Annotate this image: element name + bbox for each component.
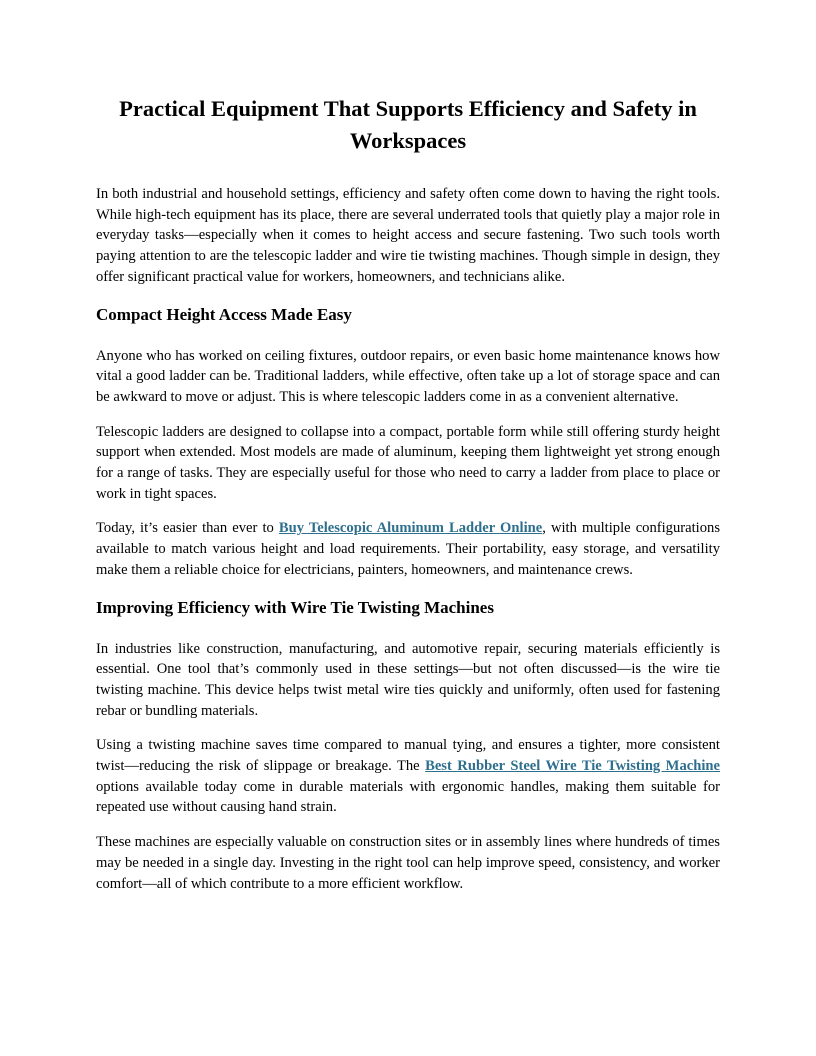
section-heading-wire-tie: Improving Efficiency with Wire Tie Twisting Machines — [96, 597, 494, 617]
ladder-paragraph-2: Telescopic ladders are designed to collapse into a compact, portable form while still offering sturdy height support when extended. Most models are made of aluminum, keeping them lightweight yet strong enough for a range of tasks. They are especially useful for those who need to carry a ladder from place to place or work in tight spaces. — [96, 423, 720, 502]
wire-tie-paragraph-2-rest: options available today come in durable materials with ergonomic handles, making them suitable for repeated use without causing hand strain. — [96, 778, 720, 816]
wire-tie-paragraph-1: In industries like construction, manufacturing, and automotive repair, securing materials efficiently is essential. One tool that’s commonly used in these settings—but not often discussed—is the wire tie twisting machine. This device helps twist metal wire ties quickly and uniformly, often used for fastening rebar or bundling materials. — [96, 640, 720, 719]
wire-tie-machine-link[interactable]: Best Rubber Steel Wire Tie Twisting Machine — [425, 758, 720, 775]
intro-paragraph: In both industrial and household settings, efficiency and safety often come down to having the right tools. While high-tech equipment has its place, there are several underrated tools that quietly play a major role in everyday tasks—especially when it comes to height access and secure fastening. Two such tools worth paying attention to are the telescopic ladder and wire tie twisting machines. Though simple in design, they offer significant practical value for workers, homeowners, and technicians alike. — [96, 186, 720, 285]
wire-tie-paragraph-2 — [96, 735, 720, 818]
buy-ladder-link[interactable]: Buy Telescopic Aluminum Ladder Online — [278, 520, 543, 537]
page-title: Practical Equipment That Supports Efficiency and Safety in Workspaces — [119, 96, 697, 153]
wire-tie-paragraph-2-lead: Using a twisting machine saves time compared to manual tying, and ensures a tighter, more consistent twist—reducing the risk of slippage or breakage. The — [96, 737, 720, 775]
ladder-paragraph-3-lead: Today, it’s easier than ever to — [96, 520, 279, 537]
section-heading-height-access: Compact Height Access Made Easy — [96, 304, 352, 324]
ladder-paragraph-3-rest: , with multiple configurations available to match various height and load requirements. Their portability, easy storage, and versatility make them a reliable choice for electricians, painters, homeowners, and maintenance crews. — [96, 520, 721, 578]
wire-tie-paragraph-3: These machines are especially valuable on construction sites or in assembly lines where hundreds of times may be needed in a single day. Investing in the right tool can help improve speed, consistency, and worker comfort—all of which contribute to a more efficient workflow. — [96, 834, 720, 892]
ladder-paragraph-3 — [96, 518, 720, 580]
document-page — [96, 93, 720, 894]
ladder-paragraph-1: Anyone who has worked on ceiling fixtures, outdoor repairs, or even basic home maintenance knows how vital a good ladder can be. Traditional ladders, while effective, often take up a lot of storage space and can be awkward to move or adjust. This is where telescopic ladders come in as a convenient alternative. — [96, 347, 720, 405]
